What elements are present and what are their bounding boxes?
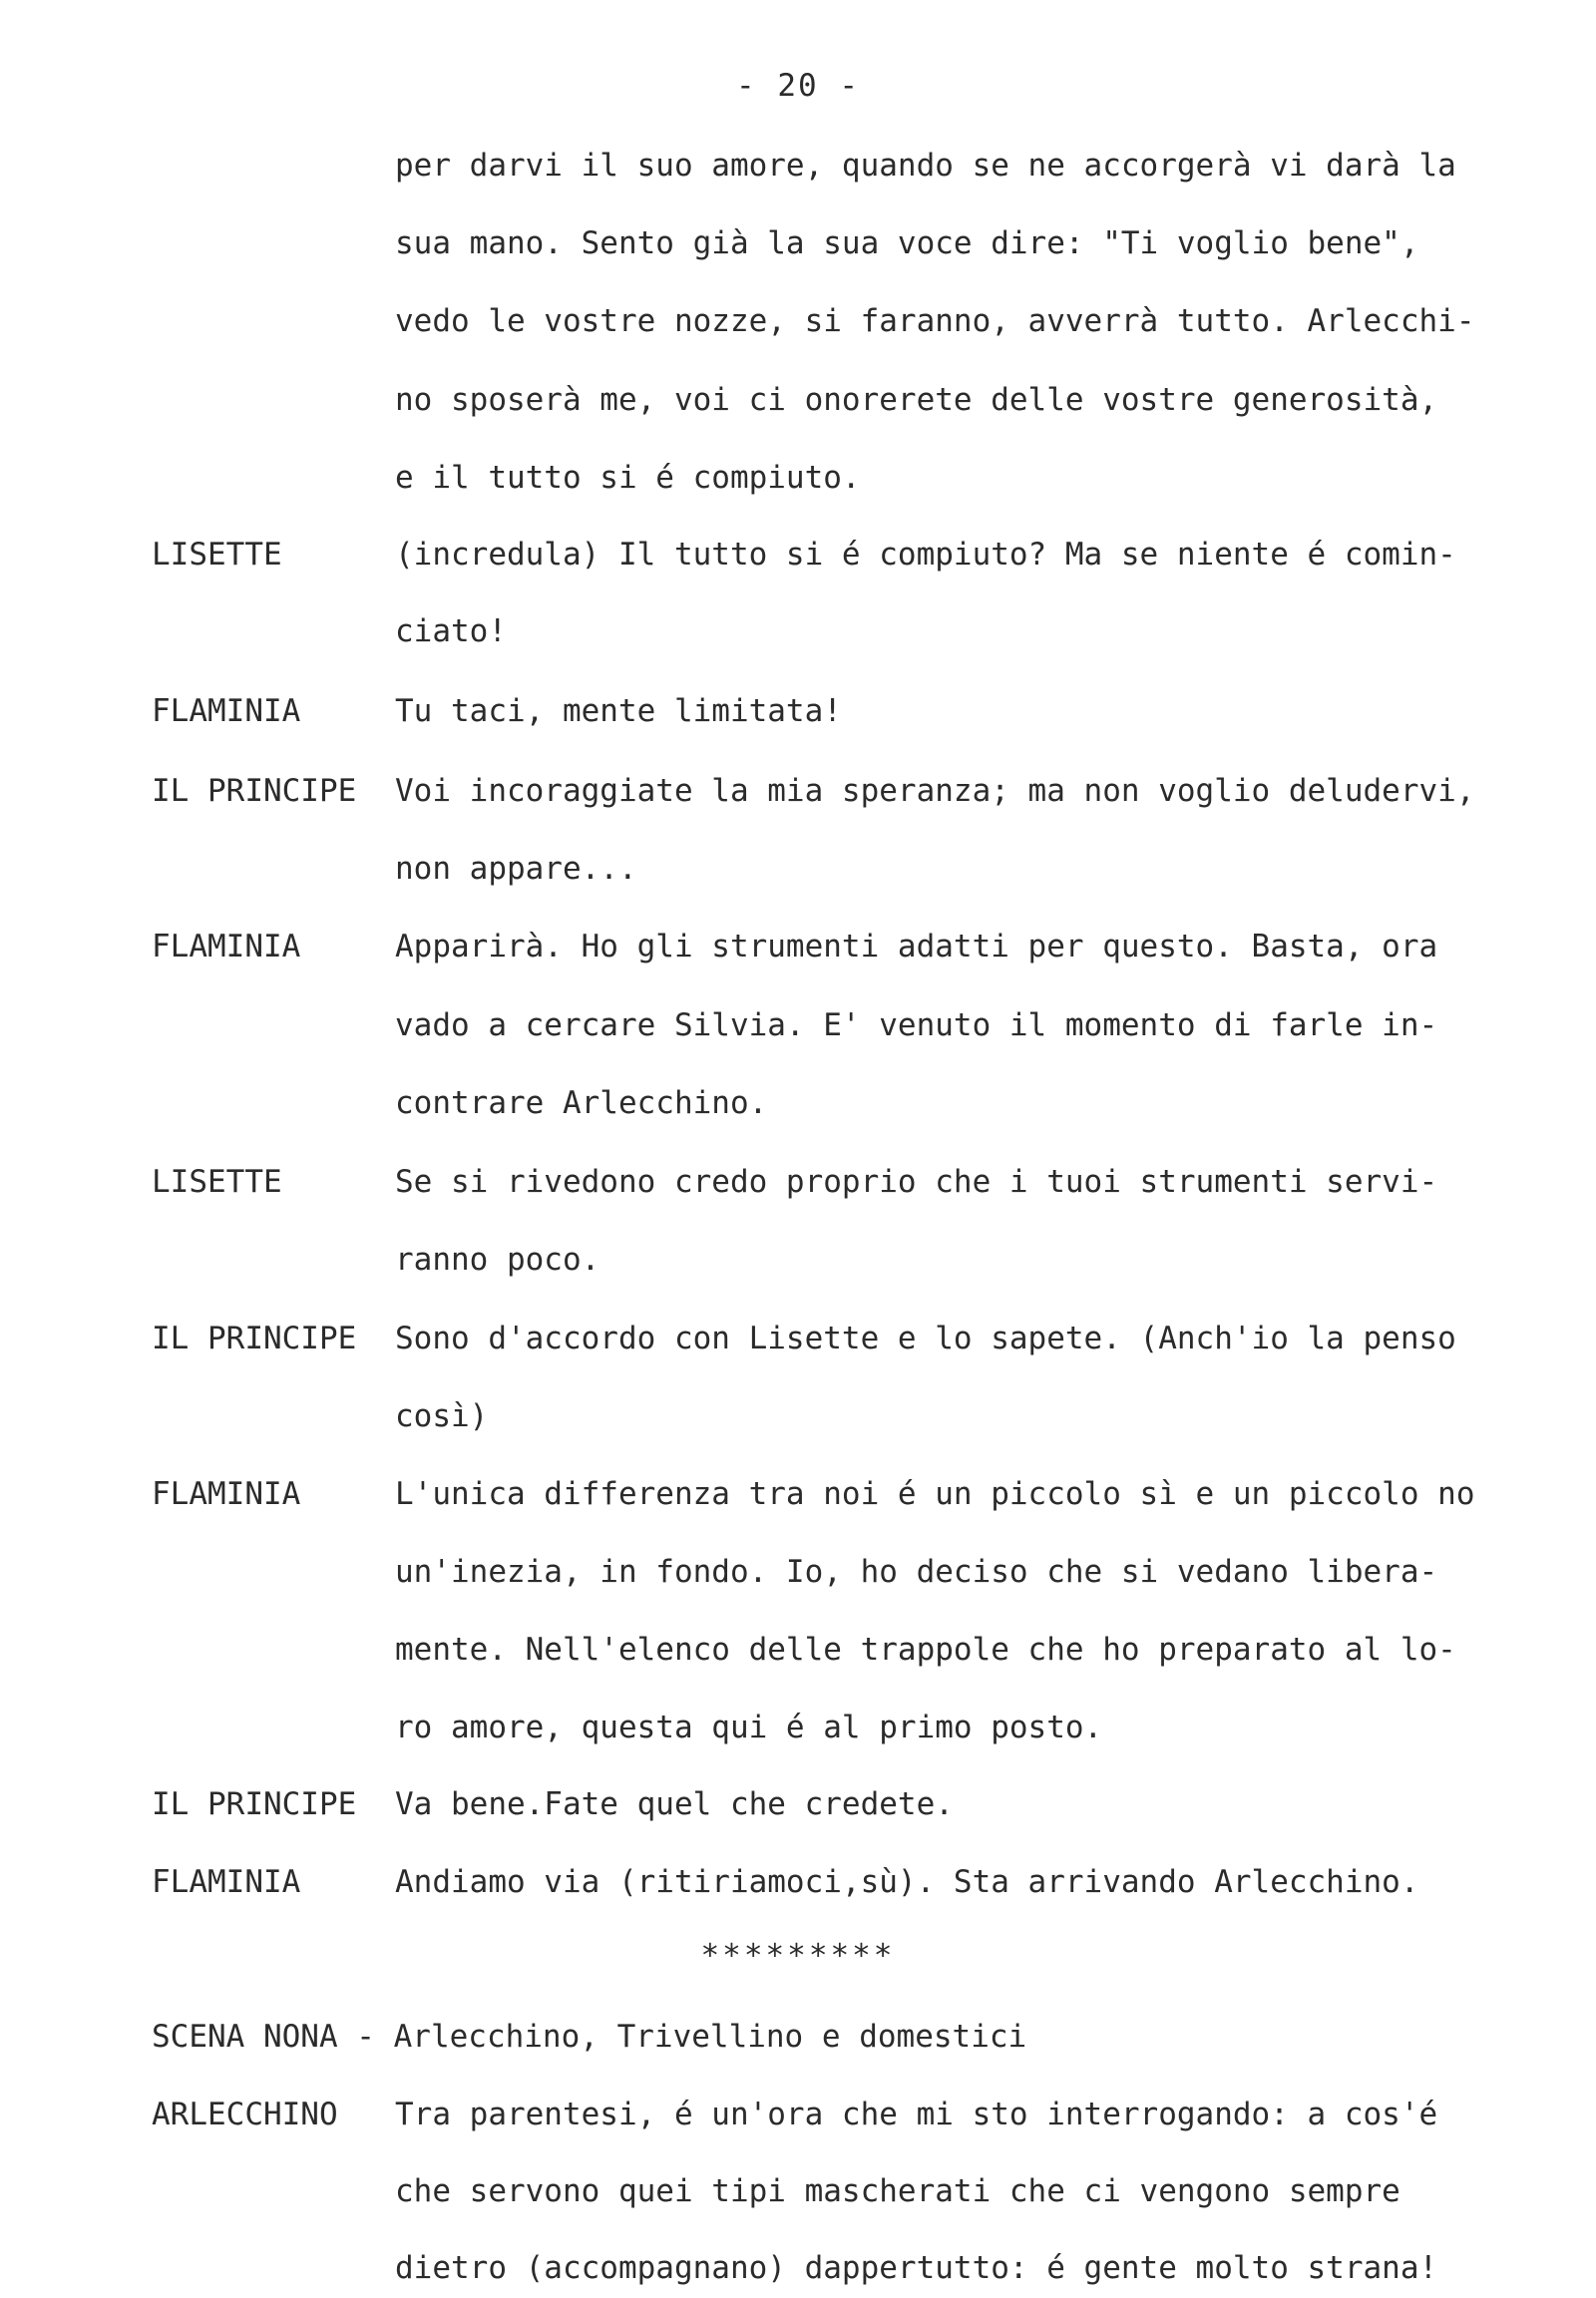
dialogue-line: ciato! [395, 613, 507, 649]
dialogue-line: Voi incoraggiate la mia speranza; ma non voglio deludervi, [395, 773, 1475, 809]
dialogue-line: Andiamo via (ritiriamoci,sù). Sta arrivando Arlecchino. [395, 1864, 1419, 1900]
speaker-name: LISETTE [152, 537, 282, 573]
intro-line: per darvi il suo amore, quando se ne accorgerà vi darà la [395, 148, 1456, 184]
page-number: - 20 - [736, 68, 860, 104]
dialogue-line: un'inezia, in fondo. Io, ho deciso che si vedano libera- [395, 1554, 1438, 1590]
speaker-name: FLAMINIA [152, 693, 301, 729]
scene-heading: SCENA NONA - Arlecchino, Trivellino e domestici [152, 2019, 1027, 2055]
scene-separator: ********* [700, 1938, 896, 1974]
speaker-name: FLAMINIA [152, 929, 301, 964]
dialogue-line: non appare... [395, 851, 637, 887]
speaker-name: IL PRINCIPE [152, 1786, 357, 1822]
dialogue-line: (incredula) Il tutto si é compiuto? Ma se niente é comin- [395, 537, 1456, 573]
dialogue-line: contrare Arlecchino. [395, 1085, 768, 1121]
intro-line: no sposerà me, voi ci onorerete delle vostre generosità, [395, 382, 1438, 418]
dialogue-line: L'unica differenza tra noi é un piccolo sì e un piccolo no [395, 1476, 1475, 1512]
speaker-name: FLAMINIA [152, 1476, 301, 1512]
speaker-name: ARLECCHINO [152, 2097, 338, 2132]
dialogue-line: così) [395, 1398, 489, 1434]
dialogue-line: ro amore, questa qui é al primo posto. [395, 1710, 1103, 1745]
dialogue-line: Va bene.Fate quel che credete. [395, 1786, 954, 1822]
dialogue-line: che servono quei tipi mascherati che ci vengono sempre [395, 2173, 1400, 2209]
dialogue-line: Tra parentesi, é un'ora che mi sto interrogando: a cos'é [395, 2097, 1438, 2132]
intro-line: vedo le vostre nozze, si faranno, avverrà tutto. Arlecchi- [395, 303, 1475, 339]
dialogue-line: mente. Nell'elenco delle trappole che ho preparato al lo- [395, 1632, 1456, 1668]
dialogue-line: Se si rivedono credo proprio che i tuoi strumenti servi- [395, 1164, 1438, 1200]
intro-line: sua mano. Sento già la sua voce dire: "Ti voglio bene", [395, 225, 1419, 261]
dialogue-line: dietro (accompagnano) dappertutto: é gente molto strana! [395, 2250, 1438, 2286]
intro-line: e il tutto si é compiuto. [395, 460, 861, 496]
dialogue-line: Apparirà. Ho gli strumenti adatti per questo. Basta, ora [395, 929, 1438, 964]
dialogue-line: Sono d'accordo con Lisette e lo sapete. (Anch'io la penso [395, 1321, 1456, 1356]
dialogue-line: ranno poco. [395, 1242, 600, 1278]
dialogue-line: vado a cercare Silvia. E' venuto il momento di farle in- [395, 1007, 1438, 1043]
speaker-name: IL PRINCIPE [152, 773, 357, 809]
speaker-name: IL PRINCIPE [152, 1321, 357, 1356]
speaker-name: LISETTE [152, 1164, 282, 1200]
dialogue-line: Tu taci, mente limitata! [395, 693, 842, 729]
speaker-name: FLAMINIA [152, 1864, 301, 1900]
